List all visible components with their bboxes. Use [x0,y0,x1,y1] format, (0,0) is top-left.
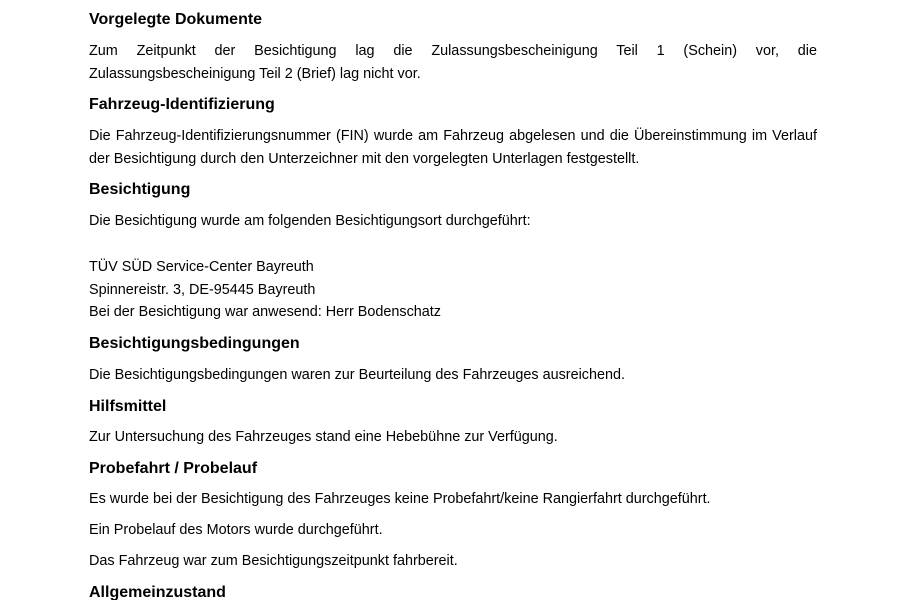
testdrive-text-3: Das Fahrzeug war zum Besichtigungszeitpunkt fahrbereit. [89,553,458,569]
document-page [89,0,817,600]
inspection-address [89,256,817,324]
section-aids [89,397,817,417]
section-identification-body [89,125,817,170]
section-testdrive-text-2 [89,519,817,542]
section-heading-inspection: Besichtigung [89,181,191,198]
present-persons: Bei der Besichtigung war anwesend: Herr Bodenschatz [89,304,441,320]
section-inspection [89,180,817,200]
section-heading-documents: Vorgelegte Dokumente [89,11,263,28]
section-heading-testdrive: Probefahrt / Probelauf [89,460,258,477]
section-documents [89,10,817,30]
section-heading-general: Allgemeinzustand [89,584,226,600]
address-line-2: Spinnereistr. 3, DE-95445 Bayreuth [89,281,316,298]
section-conditions [89,334,817,354]
section-inspection-body [89,210,817,233]
section-general [89,583,817,600]
section-testdrive [89,459,817,479]
section-heading-conditions: Besichtigungsbedingungen [89,335,300,352]
section-aids-body [89,426,817,449]
section-conditions-body [89,364,817,387]
address-line-1: TÜV SÜD Service-Center Bayreuth [89,259,314,275]
section-text-inspection: Die Besichtigung wurde am folgenden Besichtigungsort durchgeführt: [89,213,531,229]
section-testdrive-text-3 [89,550,817,573]
testdrive-text-1: Es wurde bei der Besichtigung des Fahrzeuges keine Probefahrt/keine Rangierfahrt durchgeführt. [89,491,711,507]
section-text-documents: Zum Zeitpunkt der Besichtigung lag die Zulassungsbescheinigung Teil 1 (Schein) vor, die Zulassungsbescheinigung Teil 2 (Brief) lag nicht vor. [89,43,817,82]
section-text-identification: Die Fahrzeug-Identifizierungsnummer (FIN) wurde am Fahrzeug abgelesen und die Übereinstimmung im Verlauf der Besichtigung durch den Unterzeichner mit den vorgelegten Unterlagen festgestellt. [89,128,817,167]
section-text-aids: Zur Untersuchung des Fahrzeuges stand eine Hebebühne zur Verfügung. [89,429,558,445]
section-identification [89,95,817,115]
section-testdrive-text-1 [89,488,817,511]
section-text-conditions: Die Besichtigungsbedingungen waren zur Beurteilung des Fahrzeuges ausreichend. [89,367,625,383]
section-heading-aids: Hilfsmittel [89,398,167,415]
section-documents-body [89,40,817,85]
section-heading-identification: Fahrzeug-Identifizierung [89,96,275,113]
testdrive-text-2: Ein Probelauf des Motors wurde durchgeführt. [89,522,383,538]
